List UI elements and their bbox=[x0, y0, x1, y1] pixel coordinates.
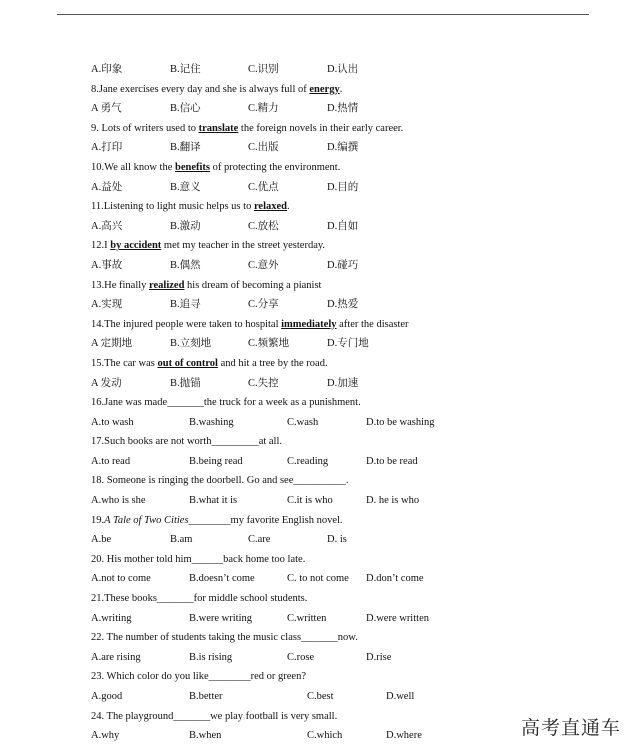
question-fragment: 11.Listening to light music helps us to bbox=[91, 201, 254, 213]
question-text bbox=[91, 158, 340, 178]
option-a: A.益处 bbox=[91, 181, 123, 193]
question-text bbox=[91, 276, 321, 296]
options-line bbox=[91, 413, 591, 433]
option-a: A.why bbox=[91, 730, 120, 742]
option-d: D.well bbox=[386, 691, 415, 702]
option-b: B.偶然 bbox=[170, 259, 201, 271]
question-fragment: 17.Such books are not worth_________at all. bbox=[91, 436, 283, 448]
question-line bbox=[91, 197, 591, 217]
options-line bbox=[91, 569, 591, 589]
options-line bbox=[91, 374, 591, 394]
option-b: B.意义 bbox=[170, 181, 201, 193]
option-d: D.认出 bbox=[327, 64, 359, 75]
option-b: B.追寻 bbox=[170, 299, 201, 311]
keyword: energy bbox=[309, 83, 340, 95]
question-line bbox=[91, 315, 591, 335]
option-b: B.doesn’t come bbox=[189, 573, 255, 585]
question-fragment: the foreign novels in their early career. bbox=[238, 122, 404, 134]
option-d: D.don’t come bbox=[366, 573, 424, 585]
question-line bbox=[91, 432, 591, 452]
options-line bbox=[91, 491, 591, 511]
options-line bbox=[91, 138, 591, 158]
option-d: D.where bbox=[386, 730, 422, 742]
option-b: B.were writing bbox=[189, 612, 252, 624]
question-fragment: and hit a tree by the road. bbox=[217, 357, 328, 369]
option-a: A 定期地 bbox=[91, 338, 133, 350]
option-a: A.印象 bbox=[91, 64, 123, 75]
question-fragment: ________my favorite English novel. bbox=[188, 514, 343, 526]
option-a: A.实现 bbox=[91, 299, 123, 311]
question-line bbox=[91, 471, 591, 491]
option-c: C.it is who bbox=[287, 495, 333, 507]
question-text bbox=[91, 471, 349, 491]
question-line bbox=[91, 589, 591, 609]
question-fragment: 23. Which color do you like________red or green? bbox=[91, 671, 306, 683]
question-line bbox=[91, 628, 591, 648]
question-text bbox=[91, 393, 361, 413]
watermark-text: 高考直通车 bbox=[520, 717, 621, 739]
option-b: B.翻译 bbox=[170, 142, 201, 154]
question-fragment: 9. Lots of writers used to bbox=[91, 122, 199, 134]
question-line bbox=[91, 667, 591, 687]
option-c: C.best bbox=[307, 691, 334, 702]
option-d: D.to be washing bbox=[366, 416, 435, 428]
question-fragment: 12.I bbox=[91, 240, 111, 252]
option-d: D.加速 bbox=[327, 377, 359, 389]
option-b: B.抛锚 bbox=[170, 377, 201, 389]
question-fragment: 22. The number of students taking the music class_______now. bbox=[91, 632, 358, 644]
option-b: B.激动 bbox=[170, 220, 201, 232]
option-c: C.识别 bbox=[248, 64, 279, 75]
option-c: C.优点 bbox=[248, 181, 279, 193]
question-fragment: 21.These books_______for middle school students. bbox=[91, 593, 308, 605]
options-line bbox=[91, 295, 591, 315]
question-line bbox=[91, 80, 591, 100]
option-c: C.精力 bbox=[248, 103, 279, 115]
option-c: C.written bbox=[287, 612, 327, 624]
option-d: D.编撰 bbox=[327, 142, 359, 154]
keyword: relaxed bbox=[253, 201, 288, 213]
question-fragment: 18. Someone is ringing the doorbell. Go and see__________. bbox=[91, 475, 349, 487]
question-fragment: 14.The injured people were taken to hospital bbox=[91, 318, 282, 330]
options-line bbox=[91, 99, 591, 119]
question-fragment: . bbox=[339, 83, 343, 95]
option-a: A.who is she bbox=[91, 495, 146, 507]
question-text bbox=[91, 550, 305, 570]
option-a: A.good bbox=[91, 691, 123, 702]
question-fragment: 16.Jane was made_______the truck for a week as a punishment. bbox=[91, 397, 361, 409]
option-c: C.意外 bbox=[248, 259, 279, 271]
keyword: translate bbox=[198, 122, 239, 134]
question-fragment: 19. bbox=[91, 514, 105, 526]
question-text bbox=[91, 354, 328, 374]
question-fragment: 10.We all know the bbox=[91, 161, 176, 173]
options-line bbox=[91, 648, 591, 668]
question-text bbox=[91, 432, 282, 452]
options-line bbox=[91, 256, 591, 276]
option-b: B.立刻地 bbox=[170, 338, 212, 350]
question-fragment: 20. His mother told him______back home too late. bbox=[91, 553, 306, 565]
question-text bbox=[91, 80, 342, 100]
option-a: A.打印 bbox=[91, 142, 123, 154]
question-fragment: his dream of becoming a pianist bbox=[184, 279, 322, 291]
option-d: D.专门地 bbox=[327, 338, 369, 350]
option-b: B.am bbox=[170, 534, 193, 546]
option-a: A.to read bbox=[91, 455, 131, 467]
question-line bbox=[91, 236, 591, 256]
italic-title: A Tale of Two Cities bbox=[104, 514, 189, 526]
option-d: D.目的 bbox=[327, 181, 359, 193]
options-line bbox=[91, 452, 591, 472]
question-text bbox=[91, 197, 290, 217]
option-d: D. is bbox=[327, 534, 347, 546]
option-c: C.are bbox=[248, 534, 271, 546]
question-fragment: of protecting the environment. bbox=[210, 161, 341, 173]
option-d: D. he is who bbox=[366, 495, 420, 507]
keyword: benefits bbox=[175, 161, 211, 173]
options-line bbox=[91, 178, 591, 198]
option-b: B.washing bbox=[189, 416, 234, 428]
question-text bbox=[91, 667, 306, 687]
option-c: C.which bbox=[307, 730, 343, 742]
question-text bbox=[91, 589, 307, 609]
question-line bbox=[91, 276, 591, 296]
option-c: C.reading bbox=[287, 455, 329, 467]
question-line bbox=[91, 511, 591, 531]
keyword: immediately bbox=[281, 318, 337, 330]
question-text bbox=[91, 628, 358, 648]
question-line bbox=[91, 393, 591, 413]
option-c: C. to not come bbox=[287, 573, 349, 585]
option-a: A.to wash bbox=[91, 416, 134, 428]
option-c: C.放松 bbox=[248, 220, 279, 232]
question-fragment: after the disaster bbox=[336, 318, 409, 330]
question-line bbox=[91, 707, 591, 727]
option-c: C.分享 bbox=[248, 299, 279, 311]
option-d: D.热爱 bbox=[327, 299, 359, 311]
options-line bbox=[91, 530, 591, 550]
option-a: A.be bbox=[91, 534, 112, 546]
question-text bbox=[91, 707, 337, 727]
keyword: out of control bbox=[157, 357, 218, 369]
question-fragment: met my teacher in the street yesterday. bbox=[161, 240, 326, 252]
option-a: A.are rising bbox=[91, 651, 141, 663]
question-line bbox=[91, 354, 591, 374]
question-line bbox=[91, 119, 591, 139]
option-d: D.碰巧 bbox=[327, 259, 359, 271]
option-a: A.高兴 bbox=[91, 220, 123, 232]
question-text bbox=[91, 511, 343, 531]
option-d: D.to be read bbox=[366, 455, 418, 467]
options-line bbox=[91, 60, 591, 80]
option-c: C.失控 bbox=[248, 377, 279, 389]
option-b: B.记住 bbox=[170, 64, 201, 75]
options-line bbox=[91, 726, 591, 746]
question-list bbox=[91, 60, 591, 746]
question-fragment: 8.Jane exercises every day and she is always full of bbox=[91, 83, 310, 95]
question-line bbox=[91, 158, 591, 178]
option-a: A.writing bbox=[91, 612, 132, 624]
options-line bbox=[91, 687, 591, 707]
option-b: B.信心 bbox=[170, 103, 201, 115]
top-rule bbox=[57, 14, 589, 15]
question-text bbox=[91, 236, 325, 256]
option-c: C.频繁地 bbox=[248, 338, 290, 350]
option-d: D.热情 bbox=[327, 103, 359, 115]
keyword: by accident bbox=[110, 240, 162, 252]
option-d: D.自如 bbox=[327, 220, 359, 232]
option-b: B.when bbox=[189, 730, 222, 742]
options-line bbox=[91, 609, 591, 629]
question-fragment: . bbox=[287, 201, 290, 213]
options-line bbox=[91, 217, 591, 237]
question-fragment: 15.The car was bbox=[91, 357, 158, 369]
option-a: A.not to come bbox=[91, 573, 151, 585]
option-b: B.what it is bbox=[189, 495, 238, 507]
option-b: B.better bbox=[189, 691, 223, 702]
question-fragment: 13.He finally bbox=[91, 279, 150, 291]
option-a: A 勇气 bbox=[91, 103, 122, 115]
question-text bbox=[91, 119, 403, 139]
keyword: realized bbox=[149, 279, 185, 291]
question-fragment: 24. The playground_______we play football is very small. bbox=[91, 710, 338, 722]
option-c: C.rose bbox=[287, 651, 315, 663]
option-b: B.is rising bbox=[189, 651, 233, 663]
option-b: B.being read bbox=[189, 455, 243, 467]
option-c: C.wash bbox=[287, 416, 319, 428]
question-line bbox=[91, 550, 591, 570]
option-d: D.were written bbox=[366, 612, 429, 624]
option-a: A.事故 bbox=[91, 259, 123, 271]
question-text bbox=[91, 315, 409, 335]
options-line bbox=[91, 334, 591, 354]
option-d: D.rise bbox=[366, 651, 392, 663]
option-a: A 发动 bbox=[91, 377, 122, 389]
option-c: C.出版 bbox=[248, 142, 279, 154]
